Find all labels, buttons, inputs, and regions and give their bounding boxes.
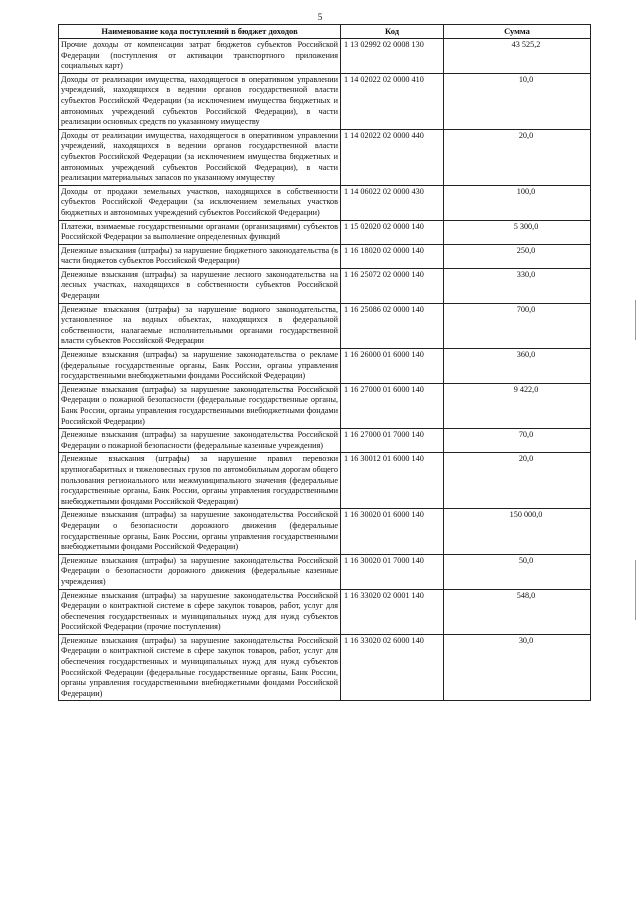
- row-code: 1 16 27000 01 7000 140: [341, 429, 444, 453]
- row-sum: 20,0: [444, 453, 591, 509]
- row-name: Денежные взыскания (штрафы) за нарушение лесного законодательства на лесных участках, находящихся в собственности субъектов Российской Федерации: [59, 268, 341, 303]
- row-name: Денежные взыскания (штрафы) за нарушение законодательства Российской Федерации о контрактной системе в сфере закупок товаров, работ, услуг для обеспечения государственных и муниципальных нужд для нужд субъектов Российской Федерации (федеральные государственные органы, Банк России, органы управления государственными внебюджетными фондами Российской Федерации): [59, 634, 341, 701]
- row-code: 1 14 02022 02 0000 410: [341, 73, 444, 129]
- table-body: [59, 39, 591, 701]
- header-sum: Сумма: [444, 25, 591, 39]
- row-sum: 9 422,0: [444, 383, 591, 428]
- table-row: [59, 185, 591, 220]
- row-sum: 50,0: [444, 554, 591, 589]
- row-name: Денежные взыскания (штрафы) за нарушение бюджетного законодательства (в части бюджетов субъектов Российской Федерации): [59, 244, 341, 268]
- row-name: Денежные взыскания (штрафы) за нарушение законодательства о рекламе (федеральные государственные органы, Банк России, органы управления государственными внебюджетными фондами Российской Федерации): [59, 349, 341, 384]
- row-code: 1 13 02992 02 0008 130: [341, 39, 444, 74]
- table-header-row: [59, 25, 591, 39]
- row-code: 1 16 27000 01 6000 140: [341, 383, 444, 428]
- header-name: Наименование кода поступлений в бюджет доходов: [59, 25, 341, 39]
- row-code: 1 16 25086 02 0000 140: [341, 303, 444, 348]
- table-row: [59, 349, 591, 384]
- row-sum: 250,0: [444, 244, 591, 268]
- row-sum: 5 300,0: [444, 220, 591, 244]
- table-row: [59, 220, 591, 244]
- table-row: [59, 554, 591, 589]
- row-sum: 10,0: [444, 73, 591, 129]
- row-code: 1 16 25072 02 0000 140: [341, 268, 444, 303]
- row-sum: 20,0: [444, 129, 591, 185]
- table-row: [59, 303, 591, 348]
- row-sum: 43 525,2: [444, 39, 591, 74]
- row-name: Доходы от реализации имущества, находящегося в оперативном управлении учреждений, находящихся в ведении органов государственной власти субъектов Российской Федерации (за исключением имущества бюджетных и автономных учреждений субъектов Российской Федерации), в части реализации основных средств по указанному имуществу: [59, 73, 341, 129]
- row-name: Платежи, взимаемые государственными органами (организациями) субъектов Российской Федерации за выполнение определенных функций: [59, 220, 341, 244]
- table-row: [59, 73, 591, 129]
- row-code: 1 14 02022 02 0000 440: [341, 129, 444, 185]
- row-code: 1 14 06022 02 0000 430: [341, 185, 444, 220]
- row-code: 1 16 18020 02 0000 140: [341, 244, 444, 268]
- row-sum: 700,0: [444, 303, 591, 348]
- row-sum: 70,0: [444, 429, 591, 453]
- table-row: [59, 244, 591, 268]
- row-name: Доходы от продажи земельных участков, находящихся в собственности субъектов Российской Федерации (за исключением земельных участков бюджетных и автономных учреждений субъектов Российской Федерации): [59, 185, 341, 220]
- table-row: [59, 453, 591, 509]
- row-name: Денежные взыскания (штрафы) за нарушение законодательства Российской Федерации о безопасности дорожного движения (федеральные казенные учреждения): [59, 554, 341, 589]
- table-row: [59, 634, 591, 701]
- row-code: 1 16 30020 01 6000 140: [341, 509, 444, 554]
- row-name: Денежные взыскания (штрафы) за нарушение законодательства Российской Федерации о пожарной безопасности (федеральные казенные учреждения): [59, 429, 341, 453]
- row-sum: 360,0: [444, 349, 591, 384]
- row-name: Денежные взыскания (штрафы) за нарушение законодательства Российской Федерации о контрактной системе в сфере закупок товаров, работ, услуг для обеспечения государственных и муниципальных нужд для нужд субъектов Российской Федерации (прочие поступления): [59, 589, 341, 634]
- scan-margin-mark: [635, 300, 636, 340]
- table-row: [59, 39, 591, 74]
- scan-margin-mark: [635, 560, 636, 620]
- row-code: 1 16 30020 01 7000 140: [341, 554, 444, 589]
- row-name: Прочие доходы от компенсации затрат бюджетов субъектов Российской Федерации (поступления от активации транспортного приложения социальных карт): [59, 39, 341, 74]
- row-code: 1 15 02020 02 0000 140: [341, 220, 444, 244]
- row-name: Денежные взыскания (штрафы) за нарушение законодательства Российской Федерации о безопасности дорожного движения (федеральные государственные органы, Банк России, органы управления государственными внебюджетными фондами Российской Федерации): [59, 509, 341, 554]
- table-row: [59, 383, 591, 428]
- row-name: Денежные взыскания (штрафы) за нарушение водного законодательства, установленное на водных объектах, находящихся в федеральной собственности, налагаемые исполнительными органами государственной власти субъектов Российской Федерации: [59, 303, 341, 348]
- table-row: [59, 509, 591, 554]
- row-sum: 330,0: [444, 268, 591, 303]
- row-code: 1 16 33020 02 6000 140: [341, 634, 444, 701]
- table-row: [59, 589, 591, 634]
- row-sum: 100,0: [444, 185, 591, 220]
- row-sum: 30,0: [444, 634, 591, 701]
- table-row: [59, 429, 591, 453]
- table-row: [59, 268, 591, 303]
- header-code: Код: [341, 25, 444, 39]
- row-name: Доходы от реализации имущества, находящегося в оперативном управлении учреждений, находящихся в ведении органов государственной власти субъектов Российской Федерации (за исключением имущества бюджетных и автономных учреждений субъектов Российской Федерации), в части реализации материальных запасов по указанному имуществу: [59, 129, 341, 185]
- row-name: Денежные взыскания (штрафы) за нарушение законодательства Российской Федерации о пожарной безопасности (федеральные государственные органы, Банк России, органы управления государственными внебюджетными фондами Российской Федерации): [59, 383, 341, 428]
- row-sum: 150 000,0: [444, 509, 591, 554]
- row-name: Денежные взыскания (штрафы) за нарушение правил перевозки крупногабаритных и тяжеловесных грузов по автомобильным дорогам общего пользования регионального или межмуниципального значения (федеральные государственные органы, Банк России, органы управления государственными внебюджетными фондами Российской Федерации): [59, 453, 341, 509]
- row-code: 1 16 30012 01 6000 140: [341, 453, 444, 509]
- row-code: 1 16 26000 01 6000 140: [341, 349, 444, 384]
- row-code: 1 16 33020 02 0001 140: [341, 589, 444, 634]
- table-row: [59, 129, 591, 185]
- row-sum: 548,0: [444, 589, 591, 634]
- page-number: 5: [317, 12, 323, 22]
- revenue-table: [58, 24, 591, 701]
